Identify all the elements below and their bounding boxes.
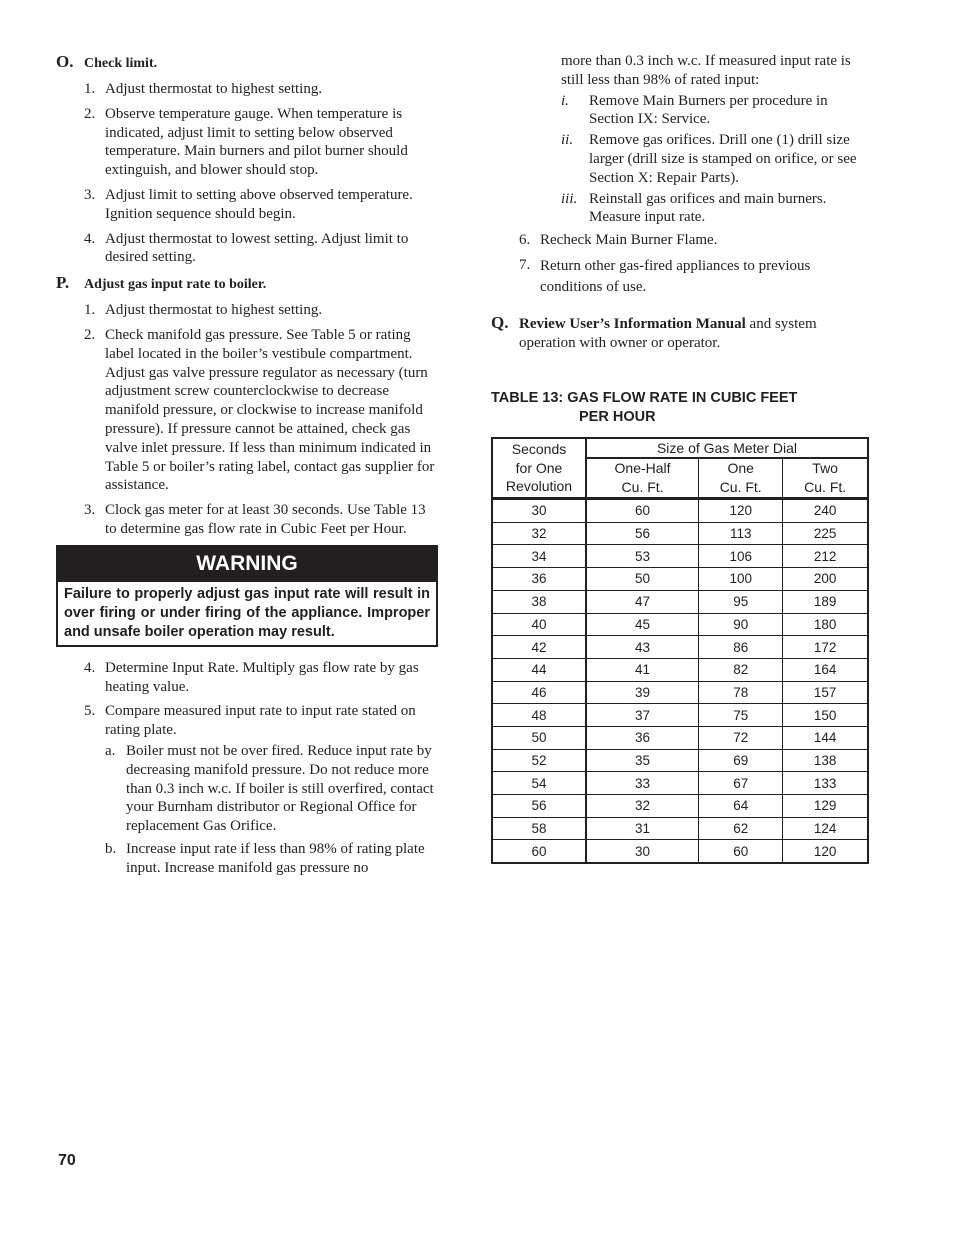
table-row	[492, 681, 868, 704]
sub-steps	[105, 742, 438, 878]
flow-rate-cell: 100	[699, 568, 783, 591]
section-letter: O.	[56, 52, 74, 71]
flow-rate-cell: 90	[699, 613, 783, 636]
table-row	[492, 568, 868, 591]
flow-rate-cell: 62	[699, 817, 783, 840]
step-number: 3.	[84, 502, 96, 519]
continuation-text: more than 0.3 inch w.c. If measured input rate is still less than 98% of rated input:	[561, 53, 851, 88]
flow-rate-cell: 33	[586, 772, 699, 795]
step-text: Return other gas-fired appliances to previous conditions of use.	[540, 257, 811, 295]
list-item	[56, 659, 438, 697]
flow-rate-cell: 64	[699, 795, 783, 818]
step-text: Adjust thermostat to highest setting.	[105, 81, 323, 97]
roman-numeral: iii.	[561, 190, 578, 207]
column-header: One Cu. Ft.	[699, 458, 783, 499]
flow-rate-cell: 60	[586, 499, 699, 523]
seconds-cell: 56	[492, 795, 586, 818]
step-number: 3.	[84, 186, 96, 203]
step-text: Adjust thermostat to lowest setting. Adjust limit to desired setting.	[105, 230, 409, 266]
table-row	[492, 840, 868, 863]
step-text: Clock gas meter for at least 30 seconds. Use Table 13 to determine gas flow rate in Cubic Feet per Hour.	[105, 502, 426, 537]
seconds-cell: 50	[492, 726, 586, 749]
list-item	[105, 742, 438, 836]
step-number: 2.	[84, 326, 96, 343]
flow-rate-cell: 30	[586, 840, 699, 863]
flow-rate-cell: 150	[783, 704, 868, 727]
table-row	[492, 636, 868, 659]
table-row	[492, 658, 868, 681]
section-p-steps	[56, 301, 438, 539]
flow-rate-cell: 72	[699, 726, 783, 749]
list-item	[561, 92, 871, 130]
sub-step-text: Increase input rate if less than 98% of rating plate input. Increase manifold gas pressure no	[126, 840, 425, 876]
flow-rate-cell: 129	[783, 795, 868, 818]
table-row	[492, 545, 868, 568]
table-title-line: TABLE 13: GAS FLOW RATE IN CUBIC FEET	[491, 389, 798, 406]
seconds-cell: 48	[492, 704, 586, 727]
section-title: Adjust gas input rate to boiler.	[84, 277, 267, 293]
seconds-cell: 38	[492, 590, 586, 613]
step-number: 4.	[84, 230, 96, 247]
section-letter: P.	[56, 273, 70, 293]
flow-rate-cell: 53	[586, 545, 699, 568]
step-text: Determine Input Rate. Multiply gas flow rate by gas heating value.	[105, 659, 419, 695]
seconds-cell: 36	[492, 568, 586, 591]
seconds-cell: 40	[492, 613, 586, 636]
flow-rate-cell: 120	[699, 499, 783, 523]
flow-rate-cell: 41	[586, 658, 699, 681]
section-o-steps	[56, 80, 438, 267]
flow-rate-cell: 69	[699, 749, 783, 772]
column-header: Two Cu. Ft.	[783, 458, 868, 499]
flow-rate-cell: 212	[783, 545, 868, 568]
flow-rate-cell: 37	[586, 704, 699, 727]
flow-rate-cell: 50	[586, 568, 699, 591]
flow-rate-cell: 113	[699, 522, 783, 545]
step-number: 1.	[84, 81, 96, 97]
warning-text: Failure to properly adjust gas input rate will result in over firing or under firing of the appliance. Improper and unsafe boiler operation may result.	[64, 585, 430, 640]
flow-rate-cell: 200	[783, 568, 868, 591]
flow-rate-cell: 56	[586, 522, 699, 545]
table-row	[492, 704, 868, 727]
list-item	[56, 702, 438, 881]
flow-rate-cell: 172	[783, 636, 868, 659]
list-item	[56, 301, 438, 320]
seconds-cell: 58	[492, 817, 586, 840]
table-body	[492, 499, 868, 864]
flow-rate-cell: 164	[783, 658, 868, 681]
step-text: Compare measured input rate to input rate stated on rating plate.	[105, 703, 416, 739]
seconds-cell: 46	[492, 681, 586, 704]
seconds-cell: 34	[492, 545, 586, 568]
section-p-heading	[56, 273, 438, 293]
list-item	[491, 231, 871, 250]
sub-step-text: Boiler must not be over fired. Reduce input rate by decreasing manifold pressure. Do not reduce more than 0.3 inch w.c. If boiler is still overfired, contact your Burnham distributor or Regional Office for replacement Gas Orifice.	[126, 742, 434, 835]
gas-flow-table	[491, 437, 869, 865]
step-number: 4.	[84, 659, 96, 676]
list-item	[561, 190, 871, 228]
column-header: One-Half Cu. Ft.	[586, 458, 699, 499]
seconds-cell: 30	[492, 499, 586, 523]
left-column	[56, 52, 438, 888]
flow-rate-cell: 124	[783, 817, 868, 840]
flow-rate-cell: 67	[699, 772, 783, 795]
table-row	[492, 522, 868, 545]
flow-rate-cell: 32	[586, 795, 699, 818]
final-steps	[491, 231, 871, 298]
seconds-cell: 54	[492, 772, 586, 795]
flow-rate-cell: 36	[586, 726, 699, 749]
list-item	[561, 131, 871, 187]
section-title: Check limit.	[84, 56, 158, 71]
seconds-cell: 42	[492, 636, 586, 659]
step-text: Adjust thermostat to highest setting.	[105, 302, 323, 319]
flow-rate-cell: 78	[699, 681, 783, 704]
flow-rate-cell: 75	[699, 704, 783, 727]
warning-box	[56, 545, 438, 647]
flow-rate-cell: 47	[586, 590, 699, 613]
list-item	[491, 256, 871, 298]
step-text: Adjust limit to setting above observed temperature. Ignition sequence should begin.	[105, 186, 413, 222]
flow-rate-cell: 133	[783, 772, 868, 795]
flow-rate-cell: 138	[783, 749, 868, 772]
roman-numeral: i.	[561, 92, 569, 109]
flow-rate-cell: 35	[586, 749, 699, 772]
step-text: Recheck Main Burner Flame.	[540, 232, 718, 249]
section-q-text: and system operation with owner or operator.	[519, 315, 817, 351]
flow-rate-cell: 95	[699, 590, 783, 613]
sub-step-letter: a.	[105, 742, 116, 759]
list-item	[56, 501, 438, 539]
flow-rate-cell: 43	[586, 636, 699, 659]
list-item	[105, 840, 438, 878]
step-number: 1.	[84, 302, 96, 319]
step-number: 5.	[84, 703, 96, 720]
section-letter: Q.	[491, 312, 509, 332]
warning-title: WARNING	[58, 547, 436, 582]
flow-rate-cell: 45	[586, 613, 699, 636]
table-row	[492, 795, 868, 818]
roman-numeral: ii.	[561, 132, 574, 149]
step-text: Check manifold gas pressure. See Table 5 or rating label located in the boiler’s vestibule compartment. Adjust gas valve pressure regulator as necessary (turn adjustment screw counterclockwise to decrease manifold pressure, or clockwise to increase manifold pressure). If pressure cannot be attained, check gas valve inlet pressure. If less than minimum indicated in Table 5 or boiler’s rating label, contact gas supplier for assistance.	[105, 326, 435, 494]
flow-rate-cell: 120	[783, 840, 868, 863]
seconds-cell: 44	[492, 658, 586, 681]
flow-rate-cell: 31	[586, 817, 699, 840]
table-title	[491, 389, 871, 427]
flow-rate-cell: 39	[586, 681, 699, 704]
page-number: 70	[58, 1152, 76, 1169]
list-item	[56, 186, 438, 224]
step-number: 6.	[519, 232, 531, 249]
list-item	[56, 326, 438, 495]
seconds-cell: 60	[492, 840, 586, 863]
roman-step-text: Reinstall gas orifices and main burners. Measure input rate.	[589, 190, 827, 226]
section-p-steps-continued	[56, 659, 438, 882]
step-text: Observe temperature gauge. When temperature is indicated, adjust limit to setting below observed temperature. Main burners and pilot burner should extinguish, and blower should stop.	[105, 105, 408, 179]
table-row	[492, 772, 868, 795]
flow-rate-cell: 180	[783, 613, 868, 636]
table-title-line: PER HOUR	[579, 408, 656, 425]
list-item	[56, 230, 438, 268]
flow-rate-cell: 60	[699, 840, 783, 863]
roman-steps	[561, 92, 871, 228]
flow-rate-cell: 157	[783, 681, 868, 704]
flow-rate-cell: 86	[699, 636, 783, 659]
table-row	[492, 499, 868, 523]
flow-rate-cell: 225	[783, 522, 868, 545]
roman-step-text: Remove gas orifices. Drill one (1) drill size larger (drill size is stamped on orifice, or see Section X: Repair Parts).	[589, 132, 857, 186]
section-o-heading	[56, 52, 438, 72]
seconds-cell: 52	[492, 749, 586, 772]
step-number: 2.	[84, 105, 96, 122]
table-row	[492, 749, 868, 772]
list-item	[56, 105, 438, 180]
list-item	[56, 80, 438, 99]
table-row	[492, 590, 868, 613]
step-number: 7.	[519, 256, 531, 273]
section-q-bold-text: Review User’s Information Manual	[519, 315, 746, 332]
table-row	[492, 726, 868, 749]
table-row	[492, 817, 868, 840]
section-q	[491, 314, 871, 353]
flow-rate-cell: 189	[783, 590, 868, 613]
column-header-seconds: Seconds for One Revolution	[492, 438, 586, 499]
right-column	[491, 52, 871, 864]
flow-rate-cell: 82	[699, 658, 783, 681]
flow-rate-cell: 144	[783, 726, 868, 749]
column-group-header: Size of Gas Meter Dial	[586, 438, 868, 459]
sub-step-letter: b.	[105, 840, 117, 857]
table-row	[492, 613, 868, 636]
roman-step-text: Remove Main Burners per procedure in Section IX: Service.	[589, 92, 828, 128]
flow-rate-cell: 106	[699, 545, 783, 568]
seconds-cell: 32	[492, 522, 586, 545]
flow-rate-cell: 240	[783, 499, 868, 523]
